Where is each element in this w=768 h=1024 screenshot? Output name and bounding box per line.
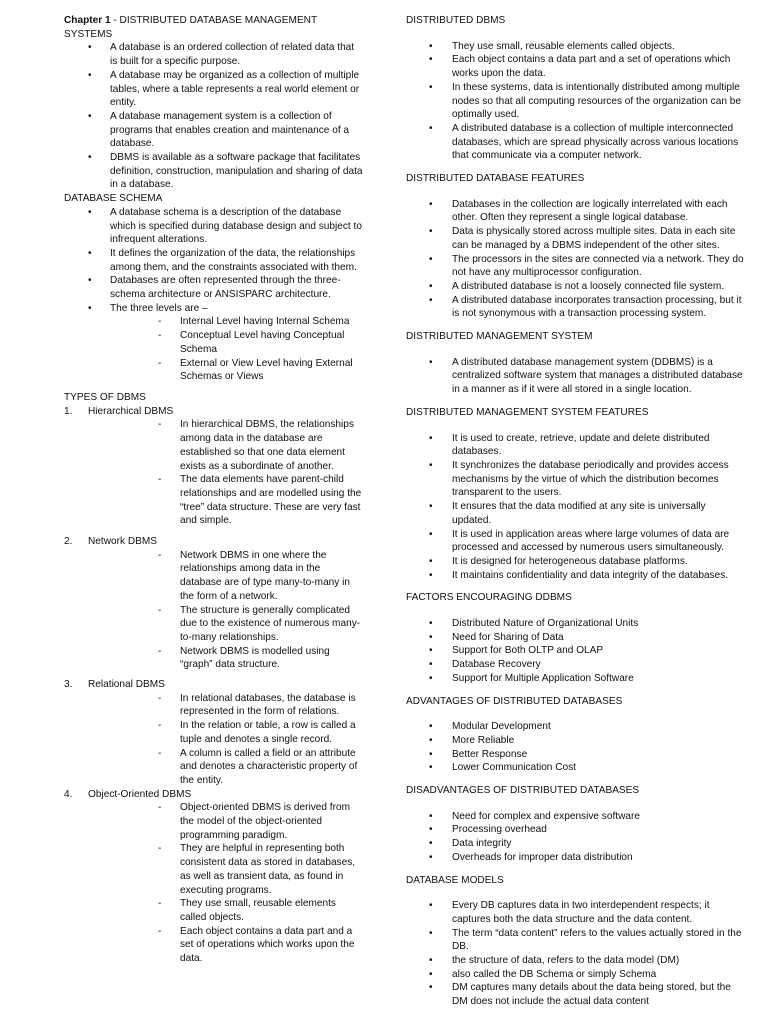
list-item: • The processors in the sites are connected via a network. They do not have any multiprocessor configuration. [406, 253, 746, 280]
list-item: • Each object contains a data part and a set of operations which works upon the data. [406, 53, 746, 80]
list-item: • Distributed Nature of Organizational Units [406, 617, 746, 631]
type-title: Hierarchical DBMS [88, 405, 174, 417]
type-title: Network DBMS [88, 536, 157, 548]
section [406, 330, 746, 397]
list-item: - Internal Level having Internal Schema [180, 315, 364, 329]
list-item: • Data is physically stored across multiple sites. Data in each site can be managed by a DBMS independent of the other sites. [406, 225, 746, 252]
list-item: - External or View Level having External Schemas or Views [180, 357, 364, 384]
section-list [406, 198, 746, 321]
type-items [64, 549, 364, 672]
intro-list [64, 41, 364, 192]
section-heading: DISTRIBUTED MANAGEMENT SYSTEM [406, 331, 593, 343]
list-item: • In these systems, data is intentionally distributed among multiple nodes so that all computing resources of the organization can be optimally used. [406, 81, 746, 122]
list-item: - Network DBMS is modelled using “graph” data structure. [180, 645, 364, 672]
section-heading: DATABASE SCHEMA [64, 193, 163, 205]
chapter-title-text: - DISTRIBUTED DATABASE MANAGEMENT SYSTEMS [64, 15, 317, 40]
list-item: • A database is an ordered collection of related data that is built for a specific purpose. [64, 41, 364, 68]
type-number: 4. [64, 788, 73, 800]
list-item: • It is designed for heterogeneous database platforms. [406, 555, 746, 569]
chapter-label: Chapter 1 [64, 15, 111, 26]
list-item: • Better Response [406, 748, 746, 762]
type-number: 1. [64, 405, 73, 417]
type-heading [64, 535, 364, 549]
list-item: • They use small, reusable elements called objects. [406, 40, 746, 54]
list-item: • More Reliable [406, 734, 746, 748]
type-heading [64, 405, 364, 419]
list-item: • Support for Multiple Application Software [406, 672, 746, 686]
list-item: • Databases in the collection are logically interrelated with each other. Often they represent a single logical database. [406, 198, 746, 225]
list-item: - Each object contains a data part and a set of operations which works upon the data. [180, 925, 364, 966]
section-heading: DISADVANTAGES OF DISTRIBUTED DATABASES [406, 785, 640, 797]
list-item: - Object-oriented DBMS is derived from the model of the object-oriented programming paradigm. [180, 801, 364, 842]
section-heading: DISTRIBUTED MANAGEMENT SYSTEM FEATURES [406, 406, 649, 418]
list-item: • The term “data content” refers to the values actually stored in the DB. [406, 927, 746, 954]
list-item: • A distributed database incorporates transaction processing, but it is not synonymous with a transaction processing system. [406, 294, 746, 321]
section [406, 695, 746, 776]
list-item: • A database may be organized as a collection of multiple tables, where a table represents a real world element or entity. [64, 69, 364, 110]
list-item: • It synchronizes the database periodically and provides access mechanisms by the virtue of which the distribution becomes transparent to the users. [406, 459, 746, 500]
section [406, 784, 746, 865]
type-title: Relational DBMS [88, 679, 165, 691]
list-item: • DM captures many details about the data being stored, but the DM does not include the actual data content [406, 981, 746, 1008]
list-item: • A distributed database is a collection of multiple interconnected databases, which are spread physically across various locations that communicate via a computer network. [406, 122, 746, 163]
section-heading: DISTRIBUTED DATABASE FEATURES [406, 173, 585, 185]
list-item: - A column is called a field or an attribute and denotes a characteristic property of the entity. [180, 747, 364, 788]
list-item: • Lower Communication Cost [406, 761, 746, 775]
section-list [406, 617, 746, 686]
section-list [406, 40, 746, 163]
section-heading: TYPES OF DBMS [64, 391, 146, 403]
type-items [64, 801, 364, 965]
section [406, 172, 746, 321]
section-list [406, 720, 746, 775]
list-item: • A database management system is a collection of programs that enables creation and maintenance of a database. [64, 110, 364, 151]
type-items [64, 418, 364, 528]
list-item: - In the relation or table, a row is called a tuple and denotes a single record. [180, 719, 364, 746]
list-item: - Conceptual Level having Conceptual Schema [180, 329, 364, 356]
list-item: • It is used to create, retrieve, update and delete distributed databases. [406, 432, 746, 459]
list-item: - They are helpful in representing both consistent data as stored in databases, as well as transient data, as found in executing programs. [180, 842, 364, 897]
section [406, 874, 746, 1009]
section-list [406, 810, 746, 865]
list-item: • also called the DB Schema or simply Schema [406, 968, 746, 982]
section-list [406, 432, 746, 583]
list-item: - In hierarchical DBMS, the relationships among data in the database are established so that one data element exists as a subordinate of another. [180, 418, 364, 473]
section [406, 14, 746, 163]
list-item: • Modular Development [406, 720, 746, 734]
list-item: • A distributed database management system (DDBMS) is a centralized software system that manages a distributed database in a manner as if it were all stored in a single location. [406, 356, 746, 397]
type-items [64, 692, 364, 788]
list-item: • Database Recovery [406, 658, 746, 672]
section [406, 591, 746, 685]
left-column [64, 14, 364, 966]
list-item: • Every DB captures data in two interdependent respects; it captures both the data structure and the data content. [406, 899, 746, 926]
right-column [406, 14, 746, 1018]
list-item: • DBMS is available as a software package that facilitates definition, construction, manipulation and sharing of data in a database. [64, 151, 364, 192]
list-item: - Network DBMS in one where the relationships among data in the database are of type many-to-many in the form of a network. [180, 549, 364, 604]
levels-list [64, 315, 364, 384]
schema-list [64, 206, 364, 316]
type-title: Object-Oriented DBMS [88, 788, 192, 800]
list-item: • Overheads for improper data distribution [406, 851, 746, 865]
section-heading: ADVANTAGES OF DISTRIBUTED DATABASES [406, 695, 623, 707]
type-heading [64, 788, 364, 802]
section-list [406, 356, 746, 397]
list-item: • Support for Both OLTP and OLAP [406, 644, 746, 658]
chapter-title [64, 14, 364, 41]
list-item: • Databases are often represented through the three-schema architecture or ANSISPARC architecture. [64, 274, 364, 301]
section-heading: DISTRIBUTED DBMS [406, 15, 506, 26]
type-number: 3. [64, 679, 73, 691]
section-heading: DATABASE MODELS [406, 874, 504, 886]
list-item: • Need for complex and expensive software [406, 810, 746, 824]
list-item: - In relational databases, the database is represented in the form of relations. [180, 692, 364, 719]
section-list [406, 899, 746, 1009]
list-item: - The data elements have parent-child relationships and are modelled using the “tree” data structure. These are very fast and simple. [180, 473, 364, 528]
list-item: • It maintains confidentiality and data integrity of the databases. [406, 569, 746, 583]
list-item: • Data integrity [406, 837, 746, 851]
type-number: 2. [64, 536, 73, 548]
list-item: • Need for Sharing of Data [406, 631, 746, 645]
list-item: - They use small, reusable elements called objects. [180, 897, 364, 924]
list-item: • The three levels are – [64, 302, 364, 316]
type-heading [64, 678, 364, 692]
list-item: • the structure of data, refers to the data model (DM) [406, 954, 746, 968]
list-item: • A database schema is a description of the database which is specified during database design and subject to infrequent alterations. [64, 206, 364, 247]
list-item: • It ensures that the data modified at any site is universally updated. [406, 500, 746, 527]
section [406, 406, 746, 582]
section-heading: FACTORS ENCOURAGING DDBMS [406, 592, 572, 604]
list-item: - The structure is generally complicated due to the existence of numerous many-to-many relationships. [180, 604, 364, 645]
list-item: • It is used in application areas where large volumes of data are processed and accessed by numerous users simultaneously. [406, 528, 746, 555]
list-item: • A distributed database is not a loosely connected file system. [406, 280, 746, 294]
list-item: • Processing overhead [406, 823, 746, 837]
list-item: • It defines the organization of the data, the relationships among them, and the constraints associated with them. [64, 247, 364, 274]
